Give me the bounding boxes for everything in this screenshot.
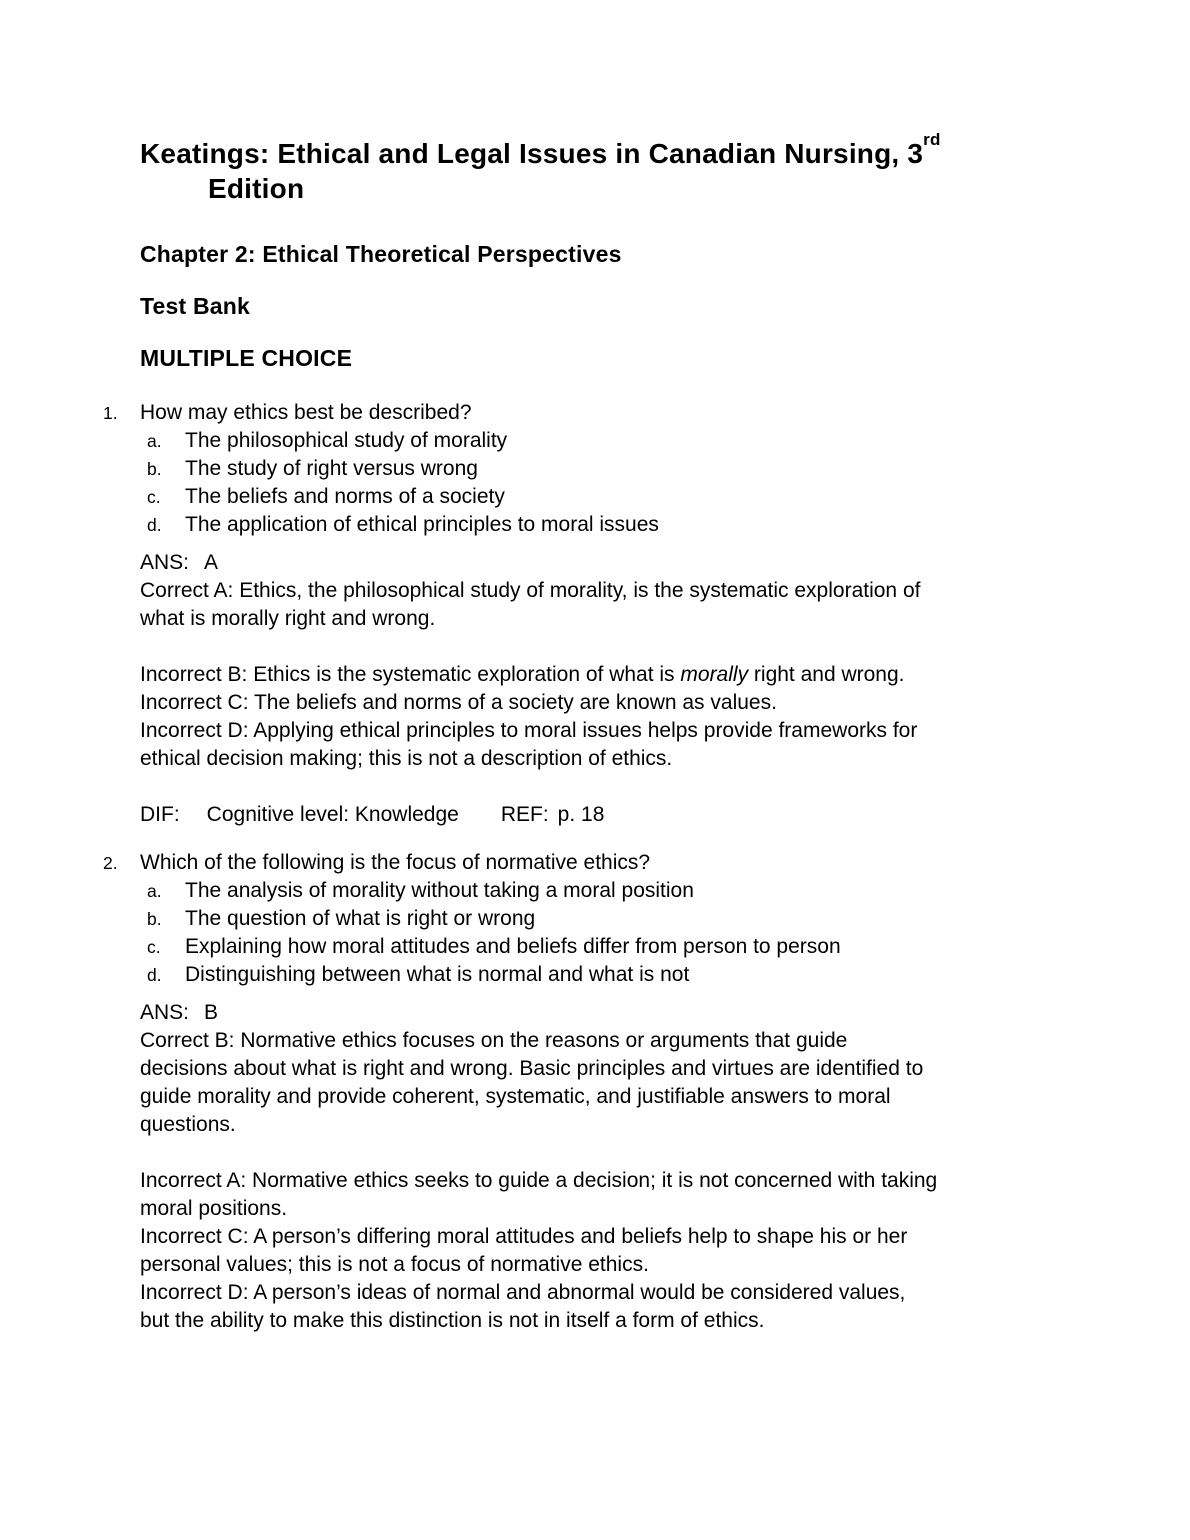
option-letter: a. (147, 431, 162, 451)
section-heading: MULTIPLE CHOICE (140, 345, 353, 371)
option-row (147, 427, 1190, 455)
incorrect-feedback-d: Incorrect D: Applying ethical principles to moral issues helps provide frameworks for ethical decision making; this is not a description of ethics. (140, 719, 918, 770)
option-letter: b. (147, 909, 162, 929)
option-text: The study of right versus wrong (185, 457, 478, 480)
ans-label: ANS: (140, 1001, 190, 1024)
document-title (140, 130, 1190, 206)
option-letter: d. (147, 965, 162, 985)
ans-value: A (204, 551, 219, 574)
incorrect-feedback-d: Incorrect D: A person’s ideas of normal and abnormal would be considered values, but the ability to make this distinction is not in itself a form of ethics. (140, 1281, 906, 1332)
option-letter: d. (147, 515, 162, 535)
question-1-stem: How may ethics best be described? (140, 401, 472, 424)
incorrect-b-pre: Incorrect B: Ethics is the systematic exploration of what is (140, 663, 681, 686)
incorrect-feedback-c: Incorrect C: A person’s differing moral attitudes and beliefs help to shape his or her personal values; this is not a focus of normative ethics. (140, 1225, 908, 1276)
correct-feedback: Correct B: Normative ethics focuses on the reasons or arguments that guide decisions about what is right and wrong. Basic principles and virtues are identified to guide morality and provide coherent, systematic, and justifiable answers to moral questions. (140, 1029, 924, 1136)
option-text: Distinguishing between what is normal and what is not (185, 963, 690, 986)
answer-line (140, 549, 940, 577)
option-row (147, 455, 1190, 483)
correct-feedback: Correct A: Ethics, the philosophical study of morality, is the systematic exploration of what is morally right and wrong. (140, 579, 921, 630)
option-row (147, 933, 1190, 961)
title-line2: Edition (208, 173, 305, 204)
ref-value: p. 18 (557, 803, 605, 826)
question-1-options (147, 427, 1190, 539)
option-text: The beliefs and norms of a society (185, 485, 505, 508)
question-2-stem: Which of the following is the focus of normative ethics? (140, 851, 651, 874)
incorrect-b-italic-term: morally (680, 663, 749, 686)
option-row (147, 511, 1190, 539)
question-2-number: 2. (103, 853, 118, 873)
incorrect-feedback-group (140, 661, 940, 773)
option-letter: a. (147, 881, 162, 901)
option-row (147, 961, 1190, 989)
option-letter: c. (147, 937, 161, 957)
dif-line (140, 801, 940, 829)
question-1-answer-block (140, 549, 940, 829)
question-1 (0, 399, 1190, 829)
option-text: Explaining how moral attitudes and beliefs differ from person to person (185, 935, 841, 958)
question-2-options (147, 877, 1190, 989)
option-row (147, 905, 1190, 933)
option-letter: c. (147, 487, 161, 507)
ans-value: B (204, 1001, 219, 1024)
dif-label: DIF: (140, 803, 180, 826)
option-text: The application of ethical principles to moral issues (185, 513, 659, 536)
incorrect-feedback-group (140, 1167, 940, 1335)
ans-label: ANS: (140, 551, 190, 574)
incorrect-feedback-a: Incorrect A: Normative ethics seeks to guide a decision; it is not concerned with taking moral positions. (140, 1169, 938, 1220)
option-row (147, 877, 1190, 905)
title-line1 (140, 130, 941, 169)
incorrect-feedback-c: Incorrect C: The beliefs and norms of a society are known as values. (140, 691, 777, 714)
chapter-heading: Chapter 2: Ethical Theoretical Perspectives (140, 241, 622, 267)
question-1-head (103, 399, 1190, 427)
option-letter: b. (147, 459, 162, 479)
answer-line (140, 999, 940, 1027)
option-text: The philosophical study of morality (185, 429, 508, 452)
question-1-number: 1. (103, 403, 118, 423)
ref-label: REF: (500, 803, 549, 826)
question-2-head (103, 849, 1190, 877)
testbank-heading: Test Bank (140, 293, 251, 319)
option-text: The question of what is right or wrong (185, 907, 536, 930)
question-2 (0, 849, 1190, 1335)
title-text: Keatings: Ethical and Legal Issues in Canadian Nursing, 3 (140, 138, 924, 169)
option-text: The analysis of morality without taking a moral position (185, 879, 694, 902)
option-row (147, 483, 1190, 511)
question-2-answer-block (140, 999, 940, 1335)
incorrect-feedback-b (140, 661, 940, 689)
title-superscript: rd (923, 130, 941, 150)
dif-value: Cognitive level: Knowledge (206, 803, 459, 826)
incorrect-b-post: right and wrong. (748, 663, 905, 686)
